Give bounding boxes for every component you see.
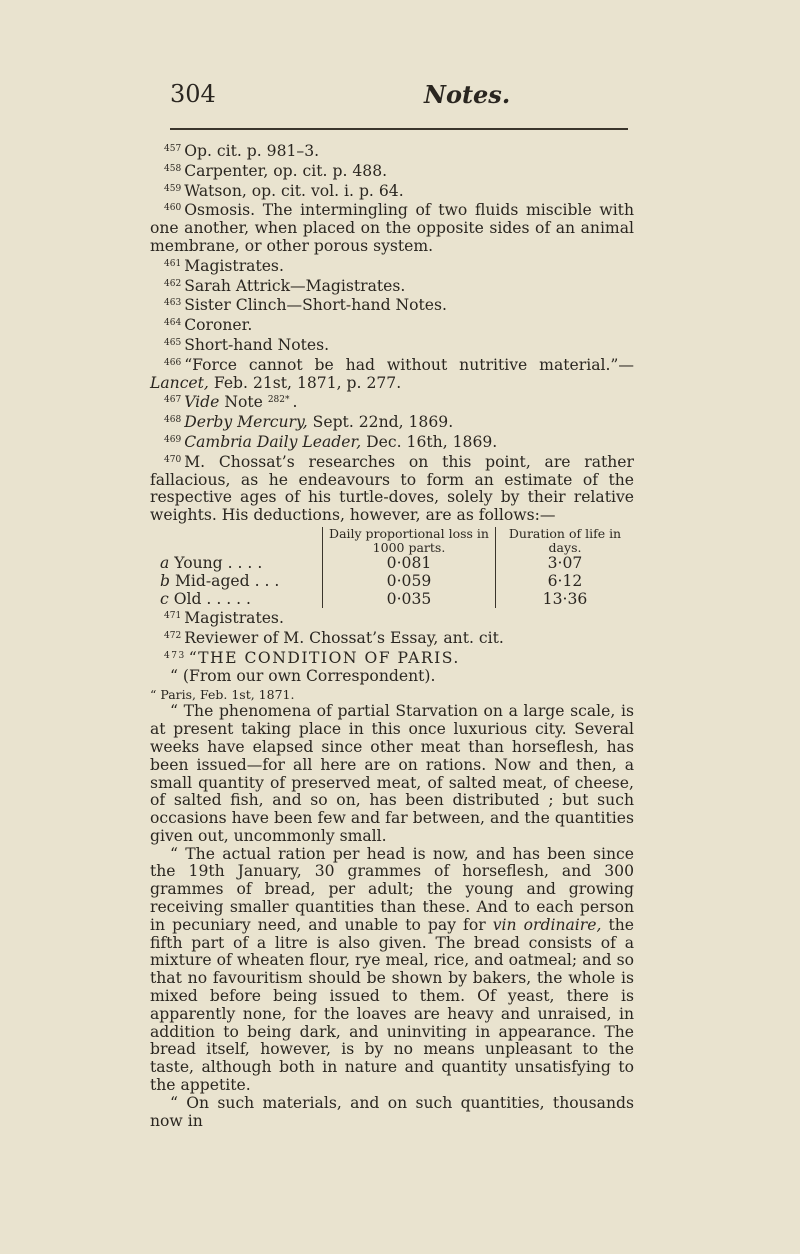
note-470: $^{470}$ M. Chossat’s researches on this point, are rather fallacious, as he endeavours to form an estimate of the respective ages of his turtle-doves, solely by their relative weights. His deductions, however, are as follows:— [150, 452, 634, 525]
table-row: c Old . . . . . 0·035 13·36 [160, 589, 588, 608]
note-469: $^{469}$ Cambria Daily Leader, Dec. 16th, 1869. [164, 432, 498, 451]
note-471: $^{471}$ Magistrates. [164, 609, 284, 628]
article-paragraph-1: “ The phenomena of partial Starvation on a large scale, is at present taking place in this once luxurious city. Several weeks have elapsed since other meat than horseflesh, has been issued—for all here are on rations. Now and then, a small quantity of preserved meat, of salted meat, of cheese, of salted fish, and so on, has been distributed ; but such occasions have been few and far between, and the quantities given out, uncommonly small. [150, 702, 634, 845]
note-466: $^{466}$ “Force cannot be had without nutritive material.”—Lancet, Feb. 21st, 1871, p. 277. [150, 355, 634, 392]
note-460: $^{460}$ Osmosis. The intermingling of two fluids miscible with one another, when placed on the opposite sides of an animal membrane, or other porous system. [150, 201, 634, 255]
note-459: $^{459}$ Watson, op. cit. vol. i. p. 64. [164, 181, 404, 200]
note-458: $^{458}$ Carpenter, op. cit. p. 488. [164, 161, 388, 180]
article-subheading: “ (From our own Correspondent). [170, 666, 436, 685]
page-header [0, 80, 800, 110]
page-number: 304 [170, 80, 216, 108]
note-464: $^{464}$ Coroner. [164, 316, 253, 335]
table-header-row [150, 527, 634, 555]
article-heading: $^{473}$ “THE CONDITION OF PARIS. [164, 648, 460, 667]
article-dateline: “ Paris, Feb. 1st, 1871. [150, 686, 295, 702]
note-472: $^{472}$ Reviewer of M. Chossat’s Essay, ant. cit. [164, 629, 504, 648]
note-463: $^{463}$ Sister Clinch—Short-hand Notes. [164, 296, 447, 315]
note-465: $^{465}$ Short-hand Notes. [164, 335, 330, 354]
article-paragraph-2: “ The actual ration per head is now, and has been since the 19th January, 30 grammes of horseflesh, and 300 grammes of bread, per adult; the young and growing receiving smaller quantities than these. And to each person in pecuniary need, and unable to pay for vin ordinaire, the fifth part of a litre is also given. The bread consists of a mixture of wheaten flour, rye meal, rice, and oatmeal; and so that no favouritism should be shown by bakers, the whole is mixed before being issued to them. Of yeast, there is apparently none, for the loaves are heavy and unraised, in addition to being dark, and uninviting in appearance. The bread itself, however, is by no means unpleasant to the taste, although both in nature and quantity unsatisfying to the appetite. [150, 844, 634, 1095]
col-header-loss: Daily proportional loss in 1000 parts. [323, 527, 496, 555]
notes-body [150, 141, 634, 1130]
article-paragraph-3: “ On such materials, and on such quantities, thousands now in [150, 1093, 634, 1130]
table-row: a Young . . . . 0·081 3·07 [160, 553, 583, 572]
note-468: $^{468}$ Derby Mercury, Sept. 22nd, 1869. [164, 413, 454, 432]
note-461: $^{461}$ Magistrates. [164, 256, 284, 275]
page-title: Notes. [424, 80, 511, 109]
table-row: b Mid-aged . . . 0·059 6·12 [160, 571, 583, 590]
note-457: $^{457}$ Op. cit. p. 981–3. [164, 142, 320, 160]
col-header-duration: Duration of life in days. [508, 525, 622, 555]
note-467: $^{467}$ Vide Note $^{282*}$ . [164, 393, 298, 412]
header-rule [170, 128, 628, 130]
chossat-table [150, 527, 634, 608]
note-462: $^{462}$ Sarah Attrick—Magistrates. [164, 276, 406, 295]
